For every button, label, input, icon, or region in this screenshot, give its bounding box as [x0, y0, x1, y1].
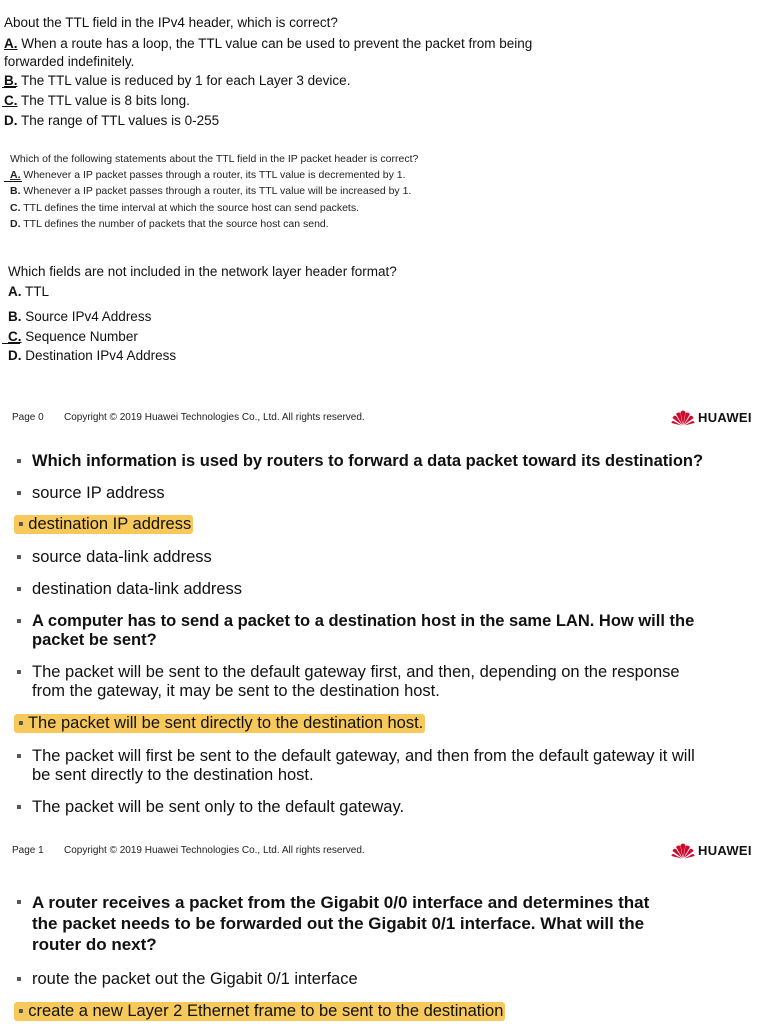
- list-item: source IP address: [32, 484, 165, 502]
- list-item: A router receives a packet from the Gigabit 0/0 interface and determines that: [32, 893, 650, 912]
- q2-question: Which of the following statements about the TTL field in the IP packet header is correct?: [10, 153, 419, 165]
- list-item: packet be sent?: [32, 631, 157, 649]
- option-letter: C.: [10, 202, 21, 214]
- huawei-logo: [671, 409, 752, 426]
- huawei-petal-icon: [671, 409, 695, 426]
- list-item: router do next?: [32, 935, 157, 954]
- bullet: ▪: [18, 1003, 24, 1020]
- option-letter: C.: [8, 329, 22, 344]
- list-item: from the gateway, it may be sent to the destination host.: [32, 682, 440, 700]
- option-text: Whenever a IP packet passes through a router, its TTL value is decremented by 1.: [20, 169, 406, 181]
- list-item: The packet will be sent directly to the destination host.: [27, 714, 424, 732]
- list-item: The packet will be sent to the default gateway first, and then, depending on the response: [32, 663, 680, 681]
- option-text: Whenever a IP packet passes through a router, its TTL value will be increased by 1.: [20, 185, 412, 197]
- q2-option-c: [10, 202, 359, 214]
- highlighted-answer: [14, 1002, 505, 1021]
- option-text: Destination IPv4 Address: [21, 348, 177, 363]
- bullet: ▪: [16, 894, 22, 911]
- option-letter: A.: [10, 169, 21, 181]
- q3-question: Which fields are not included in the network layer header format?: [8, 264, 397, 279]
- bullet: ▪: [16, 613, 22, 630]
- q1-option-a: [4, 36, 532, 51]
- q1-option-c: [4, 93, 190, 108]
- option-text: TTL defines the number of packets that the source host can send.: [20, 218, 329, 230]
- q2-option-a: [10, 169, 406, 181]
- q2-option-b: [10, 185, 411, 197]
- bullet: ▪: [18, 516, 24, 533]
- option-text: TTL: [21, 284, 50, 299]
- list-item: be sent directly to the destination host.: [32, 766, 314, 784]
- list-item: destination IP address: [28, 515, 192, 533]
- q3-option-a: [8, 284, 49, 299]
- huawei-petal-icon: [671, 842, 695, 859]
- q1-option-d: [4, 113, 219, 128]
- bullet: ▪: [16, 748, 22, 765]
- list-item: The packet will first be sent to the default gateway, and then from the default gateway it will: [32, 747, 695, 765]
- list-item: source data-link address: [32, 548, 212, 566]
- q3-option-c: [8, 329, 138, 344]
- page-number: Page 1: [12, 845, 44, 856]
- option-letter: D.: [10, 218, 21, 230]
- list-item: A computer has to send a packet to a destination host in the same LAN. How will the: [32, 612, 695, 630]
- q3-option-b: [8, 309, 151, 324]
- list-item: The packet will be sent only to the default gateway.: [32, 798, 405, 816]
- list-item: create a new Layer 2 Ethernet frame to be sent to the destination: [28, 1002, 504, 1020]
- page-number: Page 0: [12, 412, 44, 423]
- option-text: Sequence Number: [21, 329, 138, 344]
- q1-question: About the TTL field in the IPv4 header, which is correct?: [4, 15, 338, 30]
- bullet: ▪: [18, 715, 24, 732]
- option-letter: B.: [10, 185, 21, 197]
- highlighted-answer: [14, 714, 425, 733]
- option-letter: A.: [8, 284, 22, 299]
- option-text: When a route has a loop, the TTL value can be used to prevent the packet from being: [17, 36, 533, 51]
- q2-option-d: [10, 218, 329, 230]
- q1-option-a-cont: forwarded indefinitely.: [4, 54, 135, 69]
- list-item: route the packet out the Gigabit 0/1 interface: [32, 970, 358, 988]
- bullet: ▪: [16, 485, 22, 502]
- bullet: ▪: [16, 581, 22, 598]
- option-letter: D.: [4, 113, 18, 128]
- option-text: The TTL value is reduced by 1 for each Layer 3 device.: [17, 73, 351, 88]
- bullet: ▪: [16, 453, 22, 470]
- list-item: destination data-link address: [32, 580, 243, 598]
- list-item: the packet needs to be forwarded out the Gigabit 0/1 interface. What will the: [32, 914, 645, 933]
- bullet: ▪: [16, 799, 22, 816]
- option-letter: C.: [4, 93, 18, 108]
- option-letter: B.: [8, 309, 22, 324]
- highlighted-answer: [14, 515, 193, 534]
- option-text: TTL defines the time interval at which the source host can send packets.: [20, 202, 360, 214]
- option-text: Source IPv4 Address: [21, 309, 152, 324]
- huawei-logo: [671, 842, 752, 859]
- brand-name: HUAWEI: [698, 410, 752, 425]
- list-item: Which information is used by routers to forward a data packet toward its destination?: [32, 452, 704, 470]
- answer-mark: [4, 181, 22, 182]
- brand-name: HUAWEI: [698, 843, 752, 858]
- bullet: ▪: [16, 971, 22, 988]
- copyright: Copyright © 2019 Huawei Technologies Co., Ltd. All rights reserved.: [64, 845, 365, 856]
- bullet: ▪: [16, 664, 22, 681]
- q1-option-b: [4, 73, 350, 88]
- q3-option-d: [8, 348, 176, 363]
- option-letter: A.: [4, 36, 18, 51]
- option-text: The range of TTL values is 0-255: [17, 113, 220, 128]
- option-letter: B.: [4, 73, 18, 88]
- option-text: The TTL value is 8 bits long.: [17, 93, 190, 108]
- copyright: Copyright © 2019 Huawei Technologies Co., Ltd. All rights reserved.: [64, 412, 365, 423]
- bullet: ▪: [16, 549, 22, 566]
- option-letter: D.: [8, 348, 22, 363]
